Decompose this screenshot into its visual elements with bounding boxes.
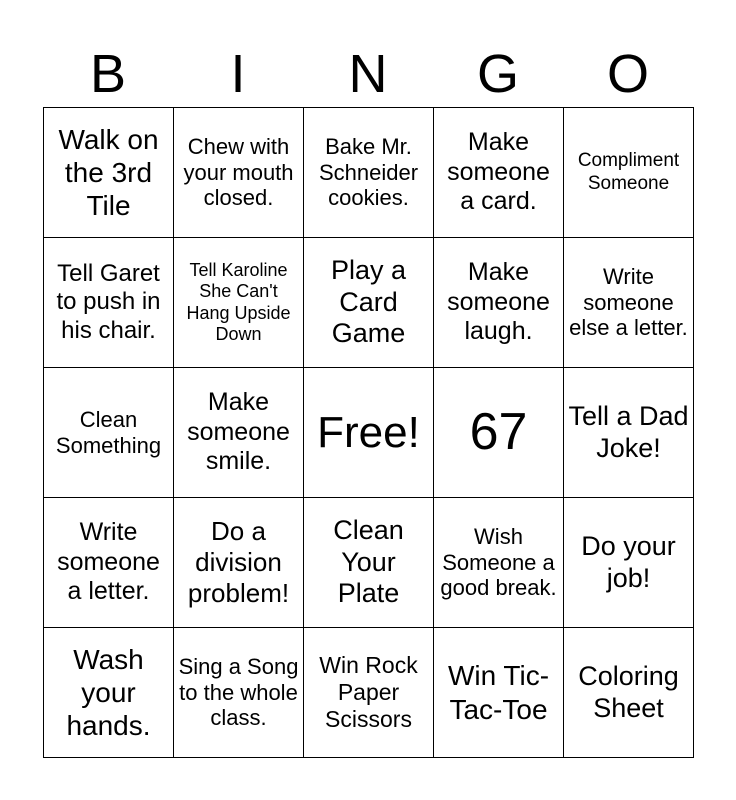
- bingo-cell[interactable]: Clean Something: [44, 368, 174, 498]
- bingo-cell[interactable]: Chew with your mouth closed.: [174, 108, 304, 238]
- bingo-cell[interactable]: Coloring Sheet: [564, 628, 694, 758]
- header-letter-i: I: [230, 44, 246, 104]
- bingo-row: [44, 498, 694, 628]
- bingo-row: [44, 108, 694, 238]
- bingo-card-grid: [43, 107, 694, 758]
- bingo-cell[interactable]: Wash your hands.: [44, 628, 174, 758]
- header-letter-n: N: [348, 44, 388, 104]
- header-letter-o: O: [606, 44, 649, 104]
- bingo-cell[interactable]: Play a Card Game: [304, 238, 434, 368]
- bingo-cell[interactable]: Make someone smile.: [174, 368, 304, 498]
- bingo-cell[interactable]: Clean Your Plate: [304, 498, 434, 628]
- bingo-cell[interactable]: Tell Garet to push in his chair.: [44, 238, 174, 368]
- bingo-cell[interactable]: Write someone else a letter.: [564, 238, 694, 368]
- bingo-cell[interactable]: Win Rock Paper Scissors: [304, 628, 434, 758]
- bingo-cell[interactable]: Bake Mr. Schneider cookies.: [304, 108, 434, 238]
- bingo-cell[interactable]: 67: [434, 368, 564, 498]
- bingo-header: [43, 40, 693, 108]
- bingo-free-space[interactable]: Free!: [304, 368, 434, 498]
- bingo-cell[interactable]: Tell Karoline She Can't Hang Upside Down: [174, 238, 304, 368]
- bingo-cell[interactable]: Do your job!: [564, 498, 694, 628]
- bingo-cell[interactable]: Write someone a letter.: [44, 498, 174, 628]
- bingo-cell[interactable]: Win Tic-Tac-Toe: [434, 628, 564, 758]
- header-letter-g: G: [476, 44, 519, 104]
- bingo-row: [44, 238, 694, 368]
- bingo-cell[interactable]: Walk on the 3rd Tile: [44, 108, 174, 238]
- bingo-cell[interactable]: Sing a Song to the whole class.: [174, 628, 304, 758]
- bingo-cell[interactable]: Make someone a card.: [434, 108, 564, 238]
- header-letter-b: B: [89, 44, 127, 104]
- bingo-row: [44, 368, 694, 498]
- bingo-cell[interactable]: Do a division problem!: [174, 498, 304, 628]
- bingo-cell[interactable]: Make someone laugh.: [434, 238, 564, 368]
- bingo-cell[interactable]: Tell a Dad Joke!: [564, 368, 694, 498]
- bingo-cell[interactable]: Wish Someone a good break.: [434, 498, 564, 628]
- bingo-cell[interactable]: Compliment Someone: [564, 108, 694, 238]
- bingo-row: [44, 628, 694, 758]
